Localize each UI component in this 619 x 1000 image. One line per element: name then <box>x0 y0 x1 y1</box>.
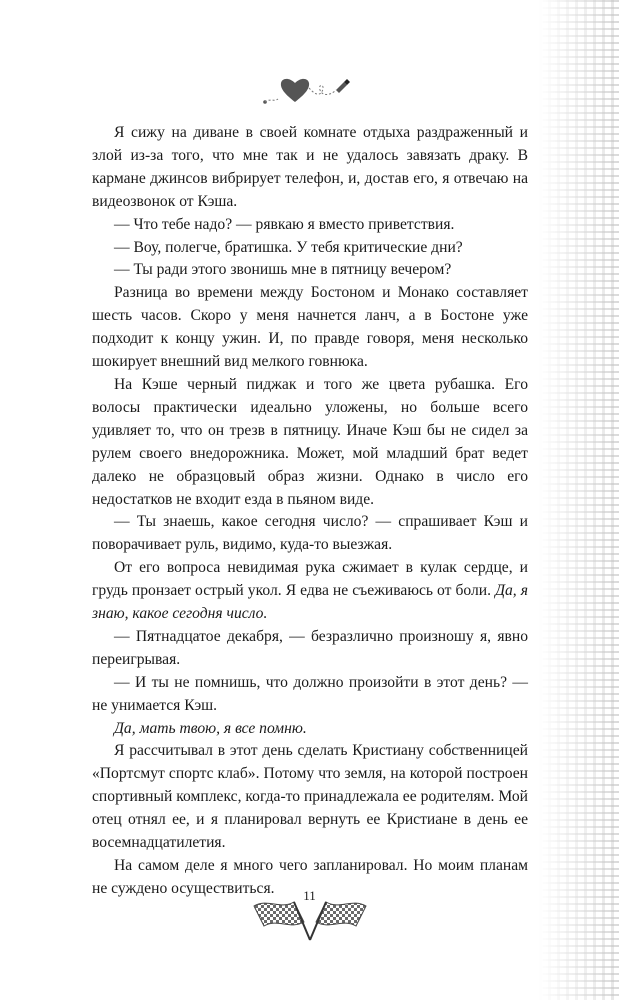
heart-ornament-icon <box>258 72 354 108</box>
paragraph-text: На Кэше черный пиджак и того же цвета рубашка. Его волосы практически идеально уложены, но больше всего удивляет то, что он трезв в пятницу. Иначе Кэш бы не сидел за рулем своего внедорожника. Может, мой младший брат ведет далеко не образцовый образ жизни. Однако в число его недостатков не входит езда в пьяном виде. <box>92 375 528 508</box>
paragraph-text: — И ты не помнишь, что должно произойти в этот день? — не унимается Кэш. <box>92 673 528 714</box>
paragraph-text: — Ты ради этого звонишь мне в пятницу вечером? <box>114 261 452 279</box>
checkered-flags-icon <box>246 890 374 944</box>
page-number: 11 <box>303 888 316 903</box>
italic-thought: Да, мать твою, я все помню. <box>114 719 307 737</box>
paragraph <box>92 626 528 672</box>
body-text <box>92 122 528 901</box>
paragraph <box>92 282 528 374</box>
paragraph-text: Я сижу на диване в своей комнате отдыха раздраженный и злой из-за того, что мне так и не удалось завязать драку. В кармане джинсов вибрирует телефон, и, достав его, я отвечаю на видеозвонок от Кэша. <box>92 124 528 210</box>
paragraph-text: — Ты знаешь, какое сегодня число? — спрашивает Кэш и поворачивает руль, видимо, куда-то выезжая. <box>92 513 528 554</box>
italic-thought: Да, я знаю, какое сегодня число. <box>92 582 529 623</box>
paragraph-text: На самом деле я много чего запланировал. Но моим планам не суждено осуществиться. <box>92 857 528 897</box>
paragraph <box>92 237 528 260</box>
paragraph-text: От его вопроса невидимая рука сжимает в кулак сердце, и грудь пронзает острый укол. Я едва не съеживаюсь от боли. <box>92 559 528 600</box>
paragraph-text: — Воу, полегче, братишка. У тебя критические дни? <box>114 238 463 256</box>
paragraph <box>92 557 528 626</box>
paragraph <box>92 374 528 511</box>
paragraph-text: — Что тебе надо? — рявкаю я вместо приветствия. <box>114 215 455 233</box>
paragraph <box>92 511 528 557</box>
paragraph <box>92 718 528 741</box>
paragraph-text: Я рассчитывал в этот день сделать Кристиану собственницей «Портсмут спортс клаб». Потому что земля, на которой построен спортивный комплекс, когда-то принадлежала ее родителям. Мой отец отнял ее, и я планировал вернуть ее Кристиане в день ее восемнадцатилетия. <box>92 742 528 852</box>
paragraph <box>92 672 528 718</box>
paragraph <box>92 214 528 237</box>
paragraph <box>92 259 528 282</box>
paragraph <box>92 122 528 214</box>
paragraph-text: — Пятнадцатое декабря, — безразлично произношу я, явно переигрывая. <box>92 627 528 668</box>
paragraph-text: Разница во времени между Бостоном и Монако составляет шесть часов. Скоро у меня начнется ланч, а в Бостоне уже подходит к концу ужин. И, по правде говоря, меня несколько шокирует внешний вид мелкого говнюка. <box>92 284 528 371</box>
paragraph <box>92 740 528 855</box>
tire-track-decoration <box>539 0 619 1000</box>
